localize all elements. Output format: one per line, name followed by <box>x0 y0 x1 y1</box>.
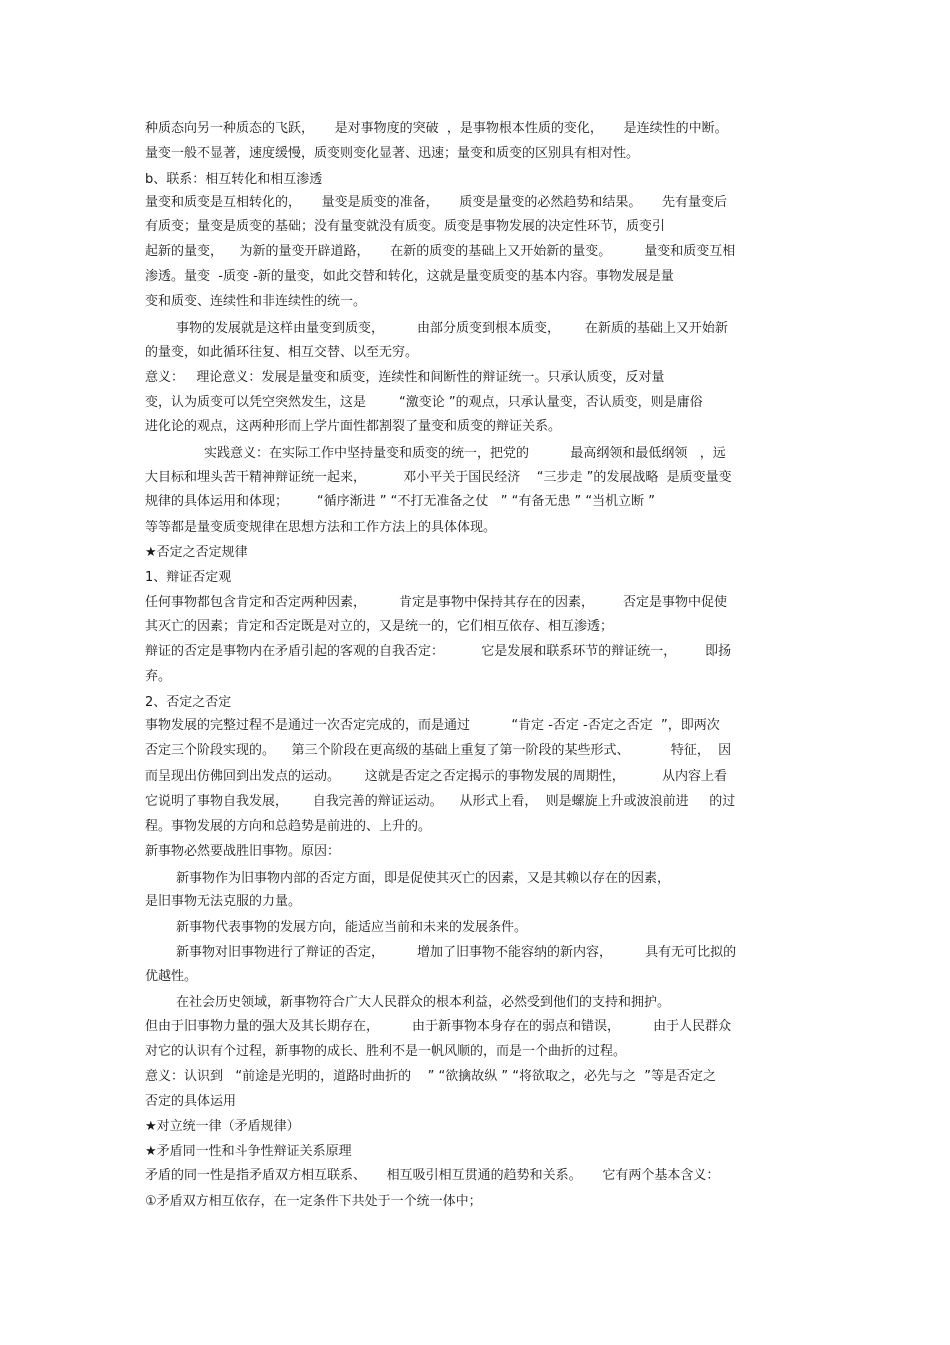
text-line: 否定的具体运用 <box>145 1094 237 1109</box>
text-line: 大目标和埋头苦干精神辩证统一起来， 邓小平关于国民经济 “三步走 ”的发展战略 是质变量变 <box>145 470 732 485</box>
text-line: 新事物作为旧事物内部的否定方面，即是促使其灭亡的因素，又是其赖以存在的因素， <box>176 871 671 886</box>
text-line: 意义： 理论意义：发展是量变和质变，连续性和间断性的辩证统一。只承认质变，反对量 <box>145 370 665 385</box>
text-line: 量变和质变是互相转化的， 量变是质变的准备， 质变是量变的必然趋势和结果。 先有量变后 <box>145 195 727 210</box>
text-line: 优越性。 <box>145 969 198 984</box>
text-line: 矛盾的同一性是指矛盾双方相互联系、 相互吸引相互贯通的趋势和关系。 它有两个基本含义： <box>145 1168 720 1183</box>
text-line: 新事物必然要战胜旧事物。原因： <box>145 844 341 859</box>
text-line: ①矛盾双方相互依存，在一定条件下共处于一个统一体中； <box>145 1194 482 1209</box>
text-line: 而呈现出仿佛回到出发点的运动。 这就是否定之否定揭示的事物发展的周期性， 从内容上看 <box>145 769 727 784</box>
text-line: 是旧事物无法克服的力量。 <box>145 894 302 909</box>
text-line: 变，认为质变可以凭空突然发生，这是 “激变论 ”的观点，只承认量变，否认质变，则是庸俗 <box>145 395 703 410</box>
section-heading: ★对立统一律（矛盾规律） <box>145 1119 300 1134</box>
section-heading: 2、否定之否定 <box>145 695 232 710</box>
section-heading: b、联系：相互转化和相互渗透 <box>145 172 323 187</box>
text-line: 但由于旧事物力量的强大及其长期存在， 由于新事物本身存在的弱点和错误， 由于人民群众 <box>145 1019 732 1034</box>
text-line: 否定三个阶段实现的。 第三个阶段在更高级的基础上重复了第一阶段的某些形式、 特征， 因 <box>145 743 732 758</box>
text-line: 事物的发展就是这样由量变到质变， 由部分质变到根本质变， 在新质的基础上又开始新 <box>176 321 728 336</box>
section-heading: 1、辩证否定观 <box>145 570 232 585</box>
text-line: 种质态向另一种质态的飞跃， 是对事物度的突破 ，是事物根本性质的变化， 是连续性的中断。 <box>145 121 728 136</box>
text-line: 事物发展的完整过程不是通过一次否定完成的，而是通过 “肯定 -否定 -否定之否定 ”，即两次 <box>145 718 720 733</box>
text-line: 对它的认识有个过程，新事物的成长、胜利不是一帆风顺的，而是一个曲折的过程。 <box>145 1044 627 1059</box>
text-line: 意义：认识到 “前途是光明的，道路时曲折的 ” “欲擒故纵 ” “将欲取之，必先与之 ”等是否定之 <box>145 1069 716 1084</box>
text-line: 规律的具体运用和体现； “循序渐进 ” “不打无准备之仗 ” “有备无患 ” “当机立断 ” <box>145 494 655 509</box>
text-line: 新事物对旧事物进行了辩证的否定， 增加了旧事物不能容纳的新内容， 具有无可比拟的 <box>176 945 737 960</box>
text-line: 进化论的观点，这两种形而上学片面性都割裂了量变和质变的辩证关系。 <box>145 419 562 434</box>
text-line: 渗透。量变 -质变 -新的量变，如此交替和转化，这就是量变质变的基本内容。事物发展是量 <box>145 269 674 284</box>
text-line: 量变一般不显著，速度缓慢，质变则变化显著、迅速；量变和质变的区别具有相对性。 <box>145 146 640 161</box>
text-line: 新事物代表事物的发展方向，能适应当前和未来的发展条件。 <box>176 920 528 935</box>
text-line: 实践意义：在实际工作中坚持量变和质变的统一，把党的 最高纲领和最低纲领 ，远 <box>204 446 726 461</box>
text-line: 它说明了事物自我发展， 自我完善的辩证运动。 从形式上看， 则是螺旋上升或波浪前进 的过 <box>145 794 736 809</box>
text-line: 起新的量变， 为新的量变开辟道路， 在新的质变的基础上又开始新的量变。 量变和质变互相 <box>145 244 736 259</box>
text-line: 变和质变、连续性和非连续性的统一。 <box>145 294 367 309</box>
text-line: 在社会历史领域，新事物符合广大人民群众的根本利益，必然受到他们的支持和拥护。 <box>176 995 671 1010</box>
text-line: 的量变，如此循环往复、相互交替、以至无穷。 <box>145 345 419 360</box>
text-line: 任何事物都包含肯定和否定两种因素， 肯定是事物中保持其存在的因素， 否定是事物中促使 <box>145 595 727 610</box>
text-line: 辩证的否定是事物内在矛盾引起的客观的自我否定： 它是发展和联系环节的辩证统一， 即扬 <box>145 644 732 659</box>
section-heading: ★否定之否定规律 <box>145 545 248 560</box>
text-line: 等等都是量变质变规律在思想方法和工作方法上的具体体现。 <box>145 520 497 535</box>
section-heading: ★矛盾同一性和斗争性辩证关系原理 <box>145 1144 352 1159</box>
text-line: 弃。 <box>145 669 172 684</box>
text-line: 其灭亡的因素；肯定和否定既是对立的，又是统一的，它们相互依存、相互渗透； <box>145 619 614 634</box>
text-line: 有质变；量变是质变的基础；没有量变就没有质变。质变是事物发展的决定性环节，质变引 <box>145 219 666 234</box>
text-line: 程。事物发展的方向和总趋势是前进的、上升的。 <box>145 819 432 834</box>
